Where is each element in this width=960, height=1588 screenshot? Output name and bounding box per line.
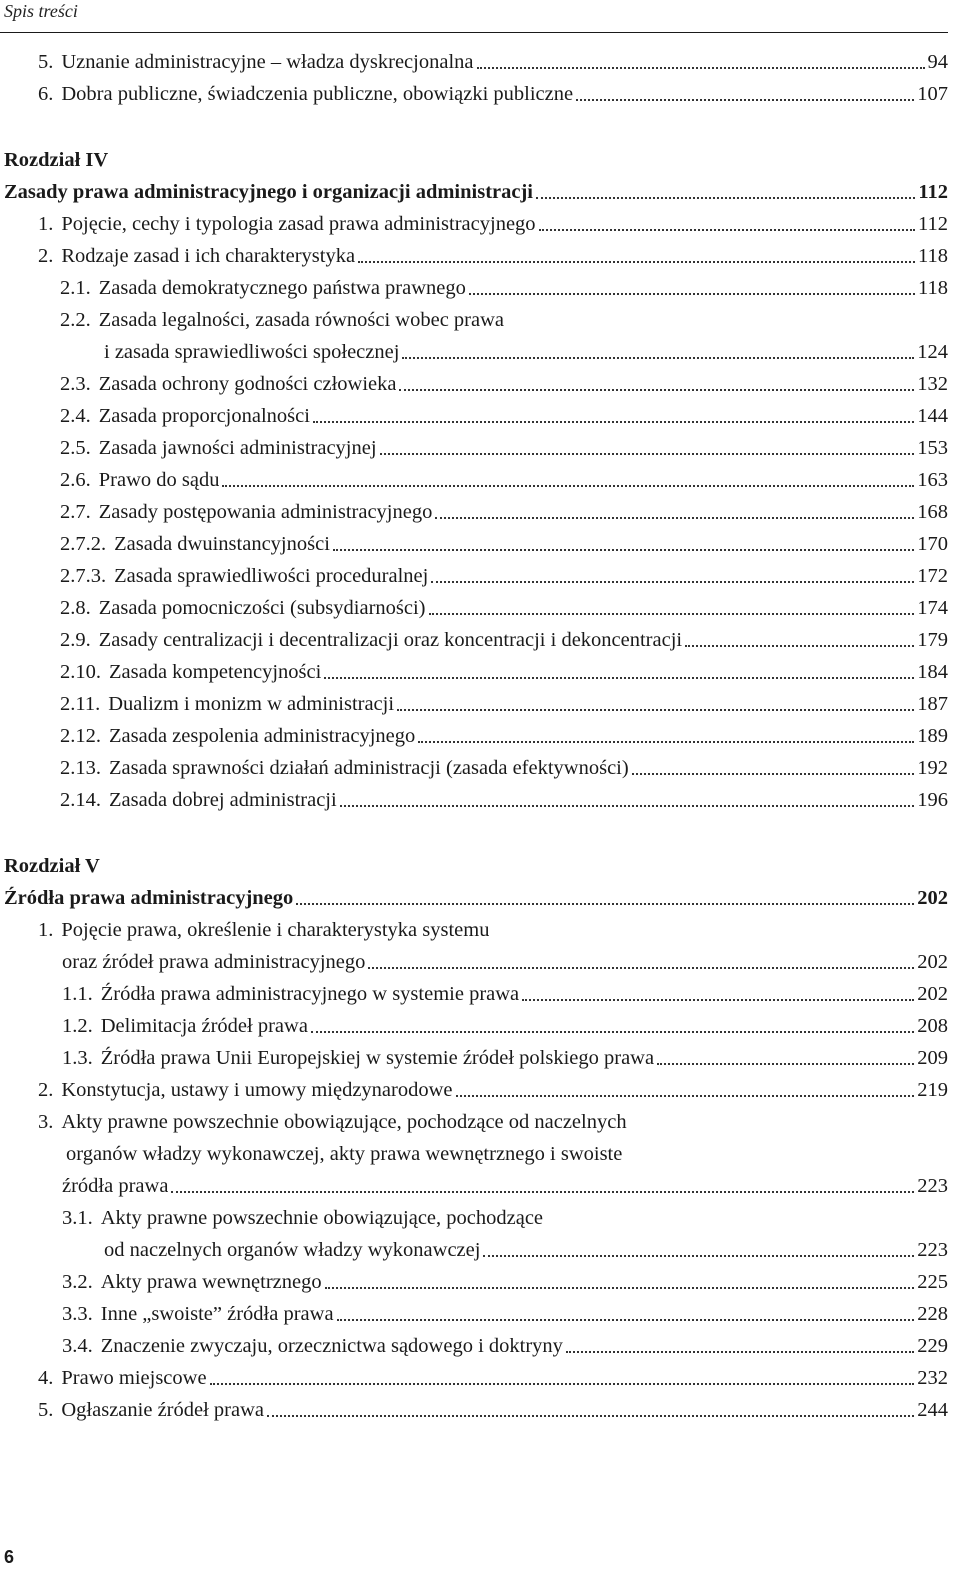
dot-leader — [657, 1063, 914, 1065]
toc-entry-page: 202 — [917, 983, 948, 1005]
running-header: Spis treści — [4, 1, 78, 21]
toc-entry-number: 2.12. — [60, 725, 101, 747]
toc-entry[interactable] — [0, 210, 948, 238]
toc-entry-page: 107 — [917, 83, 948, 105]
toc-entry[interactable] — [0, 1332, 948, 1360]
toc-entry[interactable] — [0, 306, 948, 334]
toc-entry-number: 2.7.3. — [60, 565, 107, 587]
dot-leader — [368, 967, 914, 969]
toc-entry[interactable] — [0, 1396, 948, 1424]
toc-entry[interactable] — [0, 1364, 948, 1392]
toc-entry[interactable] — [0, 948, 948, 976]
dot-leader — [380, 453, 915, 455]
dot-leader — [536, 197, 915, 199]
toc-entry-title: Zasada ochrony godności człowieka — [98, 373, 397, 395]
toc-entry[interactable] — [0, 1140, 948, 1168]
toc-entry-number: 2.5. — [60, 437, 91, 459]
toc-entry-number: 1. — [38, 919, 54, 941]
toc-entry-title: Pojęcie, cechy i typologia zasad prawa administracyjnego — [61, 213, 536, 235]
toc-entry-number: 6. — [38, 83, 54, 105]
toc-entry[interactable] — [0, 48, 948, 76]
toc-entry-page: 202 — [917, 887, 948, 909]
toc-entry-title: Źródła prawa administracyjnego w systemie prawa — [100, 983, 520, 1005]
toc-entry-number: 3.4. — [62, 1335, 93, 1357]
toc-entry-title: Zasada dobrej administracji — [109, 789, 337, 811]
toc-entry-page: 170 — [917, 533, 948, 555]
toc-entry-page: 168 — [917, 501, 948, 523]
dot-leader — [566, 1351, 914, 1353]
toc-entry-number: 2.2. — [60, 309, 91, 331]
toc-entry-title: Delimitacja źródeł prawa — [100, 1015, 308, 1037]
toc-entry[interactable] — [0, 626, 948, 654]
toc-entry[interactable] — [0, 530, 948, 558]
toc-entry-number: 2. — [38, 1079, 54, 1101]
dot-leader — [435, 517, 914, 519]
toc-entry-page: 223 — [917, 1239, 948, 1261]
toc-entry-page: 208 — [917, 1015, 948, 1037]
toc-entry-page: 196 — [917, 789, 948, 811]
toc-entry-title: Zasada sprawiedliwości proceduralnej — [114, 565, 429, 587]
toc-entry-title: Rodzaje zasad i ich charakterystyka — [61, 245, 356, 267]
toc-entry[interactable] — [0, 1236, 948, 1264]
toc-entry-title: Rozdział IV — [4, 149, 109, 171]
toc-entry-number: 2.3. — [60, 373, 91, 395]
toc-entry[interactable] — [0, 690, 948, 718]
toc-entry-title: oraz źródeł prawa administracyjnego — [62, 951, 366, 973]
toc-entry-number: 2.9. — [60, 629, 91, 651]
toc-entry[interactable] — [0, 466, 948, 494]
toc-entry-title: Ogłaszanie źródeł prawa — [61, 1399, 264, 1421]
toc-entry[interactable] — [0, 178, 948, 206]
toc-entry-title: Zasada proporcjonalności — [98, 405, 310, 427]
toc-entry-number: 2.14. — [60, 789, 101, 811]
toc-entry-title: Pojęcie prawa, określenie i charakterystyka systemu — [61, 919, 490, 941]
dot-leader — [469, 293, 915, 295]
toc-entry[interactable] — [0, 754, 948, 782]
toc-entry-title: Zasada sprawności działań administracji (zasada efektywności) — [109, 757, 629, 779]
toc-entry-title: Zasada demokratycznego państwa prawnego — [98, 277, 466, 299]
toc-entry[interactable] — [0, 786, 948, 814]
dot-leader — [522, 999, 914, 1001]
dot-leader — [477, 67, 925, 69]
dot-leader — [539, 229, 915, 231]
page-number: 6 — [4, 1547, 15, 1567]
dot-leader — [632, 773, 915, 775]
toc-entry-title: organów władzy wykonawczej, akty prawa wewnętrznego i swoiste — [66, 1143, 623, 1165]
toc-entry-number: 5. — [38, 51, 54, 73]
dot-leader — [311, 1031, 914, 1033]
toc-entry-number: 1.3. — [62, 1047, 93, 1069]
toc-entry-number: 3.2. — [62, 1271, 93, 1293]
toc-entry-number: 5. — [38, 1399, 54, 1421]
dot-leader — [431, 581, 914, 583]
toc-entry-title: Źródła prawa administracyjnego — [4, 887, 294, 909]
toc-entry-title: Uznanie administracyjne – władza dyskrecjonalna — [61, 51, 474, 73]
toc-entry-number: 1.2. — [62, 1015, 93, 1037]
toc-entry-page: 209 — [917, 1047, 948, 1069]
toc-entry-number: 2. — [38, 245, 54, 267]
toc-entry[interactable] — [0, 242, 948, 270]
toc-entry-number: 2.4. — [60, 405, 91, 427]
toc-entry-title: Akty prawne powszechnie obowiązujące, pochodzące — [100, 1207, 544, 1229]
toc-entry-title: Zasada legalności, zasada równości wobec prawa — [98, 309, 505, 331]
toc-entry-title: Dualizm i monizm w administracji — [108, 693, 395, 715]
toc-entry-number: 2.1. — [60, 277, 91, 299]
dot-leader — [313, 421, 914, 423]
toc-entry-page: 112 — [918, 181, 948, 203]
toc-entry-title: Znaczenie zwyczaju, orzecznictwa sądowego i doktryny — [100, 1335, 563, 1357]
toc-entry-page: 202 — [917, 951, 948, 973]
toc-entry[interactable] — [0, 916, 948, 944]
dot-leader — [340, 805, 915, 807]
toc-entry-title: Zasada jawności administracyjnej — [98, 437, 377, 459]
toc-entry-number: 2.10. — [60, 661, 101, 683]
toc-entry-page: 179 — [917, 629, 948, 651]
toc-entry-page: 228 — [917, 1303, 948, 1325]
toc-entry[interactable] — [0, 402, 948, 430]
toc-entry[interactable] — [0, 146, 948, 174]
dot-leader — [402, 357, 914, 359]
toc-entry-page: 192 — [917, 757, 948, 779]
toc-entry[interactable] — [0, 1076, 948, 1104]
toc-entry-title: Zasada zespolenia administracyjnego — [109, 725, 416, 747]
toc-entry[interactable] — [0, 562, 948, 590]
dot-leader — [325, 1287, 915, 1289]
toc-entry-page: 132 — [917, 373, 948, 395]
toc-entry-title: Akty prawa wewnętrznego — [100, 1271, 322, 1293]
toc-entry[interactable] — [0, 1300, 948, 1328]
toc-entry-number: 2.7.2. — [60, 533, 107, 555]
toc-entry-page: 223 — [917, 1175, 948, 1197]
toc-entry[interactable] — [0, 1172, 948, 1200]
dot-leader — [399, 389, 914, 391]
toc-entry-number: 3.1. — [62, 1207, 93, 1229]
toc-entry-title: Zasada pomocniczości (subsydiarności) — [98, 597, 426, 619]
toc-entry-title: Zasady postępowania administracyjnego — [98, 501, 433, 523]
toc-entry[interactable] — [0, 1012, 948, 1040]
toc-entry-title: i zasada sprawiedliwości społecznej — [104, 341, 400, 363]
dot-leader — [418, 741, 914, 743]
toc-entry[interactable] — [0, 434, 948, 462]
toc-entry-title: Akty prawne powszechnie obowiązujące, pochodzące od naczelnych — [61, 1111, 627, 1133]
toc-entry-page: 118 — [918, 277, 948, 299]
toc-entry-page: 153 — [917, 437, 948, 459]
dot-leader — [685, 645, 914, 647]
toc-entry[interactable] — [0, 1204, 948, 1232]
toc-entry[interactable] — [0, 1268, 948, 1296]
toc-entry-number: 4. — [38, 1367, 54, 1389]
toc-entry-title: Dobra publiczne, świadczenia publiczne, obowiązki publiczne — [61, 83, 574, 105]
toc-entry-number: 2.13. — [60, 757, 101, 779]
toc-entry[interactable] — [0, 594, 948, 622]
toc-entry-page: 244 — [917, 1399, 948, 1421]
toc-entry-page: 94 — [927, 51, 948, 73]
dot-leader — [358, 261, 915, 263]
toc-entry-number: 2.6. — [60, 469, 91, 491]
toc-entry-page: 232 — [917, 1367, 948, 1389]
toc-entry-page: 174 — [917, 597, 948, 619]
toc-entry-number: 1.1. — [62, 983, 93, 1005]
dot-leader — [296, 903, 914, 905]
toc-entry-page: 163 — [917, 469, 948, 491]
toc-entry-page: 184 — [917, 661, 948, 683]
toc-entry-page: 124 — [917, 341, 948, 363]
dot-leader — [333, 549, 914, 551]
toc-entry-page: 144 — [917, 405, 948, 427]
toc-entry-title: Zasada dwuinstancyjności — [114, 533, 330, 555]
toc-entry-page: 187 — [917, 693, 948, 715]
toc-entry[interactable] — [0, 1108, 948, 1136]
toc-entry[interactable] — [0, 338, 948, 366]
toc-entry-title: Konstytucja, ustawy i umowy międzynarodowe — [61, 1079, 453, 1101]
toc-entry[interactable] — [0, 658, 948, 686]
dot-leader — [324, 677, 914, 679]
toc-entry-title: Zasady prawa administracyjnego i organizacji administracji — [4, 181, 533, 203]
dot-leader — [429, 613, 915, 615]
toc-entry-title: Rozdział V — [4, 855, 100, 877]
toc-entry-number: 2.11. — [60, 693, 101, 715]
toc-entry-title: Prawo do sądu — [98, 469, 220, 491]
toc-entry-number: 3. — [38, 1111, 54, 1133]
toc-entry-page: 229 — [917, 1335, 948, 1357]
toc-entry-page: 172 — [917, 565, 948, 587]
toc-entry-page: 219 — [917, 1079, 948, 1101]
dot-leader — [483, 1255, 914, 1257]
dot-leader — [210, 1383, 915, 1385]
toc-entry-number: 1. — [38, 213, 54, 235]
dot-leader — [337, 1319, 915, 1321]
toc-entry[interactable] — [0, 852, 948, 880]
toc-entry-title: Zasada kompetencyjności — [109, 661, 322, 683]
toc-entry[interactable] — [0, 980, 948, 1008]
toc-entry-page: 225 — [917, 1271, 948, 1293]
toc-entry[interactable] — [0, 80, 948, 108]
toc-entry-number: 2.8. — [60, 597, 91, 619]
toc-entry-number: 2.7. — [60, 501, 91, 523]
toc-entry-number: 3.3. — [62, 1303, 93, 1325]
dot-leader — [171, 1191, 914, 1193]
toc-entry-title: źródła prawa — [62, 1175, 169, 1197]
header-rule — [0, 32, 948, 33]
toc-entry-page: 189 — [917, 725, 948, 747]
toc-entry[interactable] — [0, 498, 948, 526]
toc-entry-title: od naczelnych organów władzy wykonawczej — [104, 1239, 481, 1261]
toc-entry[interactable] — [0, 1044, 948, 1072]
toc-entry-page: 118 — [918, 245, 948, 267]
toc-entry-title: Prawo miejscowe — [61, 1367, 207, 1389]
toc-entry[interactable] — [0, 274, 948, 302]
toc-entry-title: Inne „swoiste” źródła prawa — [100, 1303, 334, 1325]
toc-entry[interactable] — [0, 370, 948, 398]
dot-leader — [222, 485, 914, 487]
dot-leader — [456, 1095, 915, 1097]
toc-entry[interactable] — [0, 884, 948, 912]
dot-leader — [267, 1415, 914, 1417]
toc-entry-title: Źródła prawa Unii Europejskiej w systemie źródeł polskiego prawa — [100, 1047, 655, 1069]
toc-entry[interactable] — [0, 722, 948, 750]
dot-leader — [576, 99, 914, 101]
toc-entry-title: Zasady centralizacji i decentralizacji oraz koncentracji i dekoncentracji — [98, 629, 683, 651]
toc-entry-page: 112 — [918, 213, 948, 235]
dot-leader — [397, 709, 914, 711]
